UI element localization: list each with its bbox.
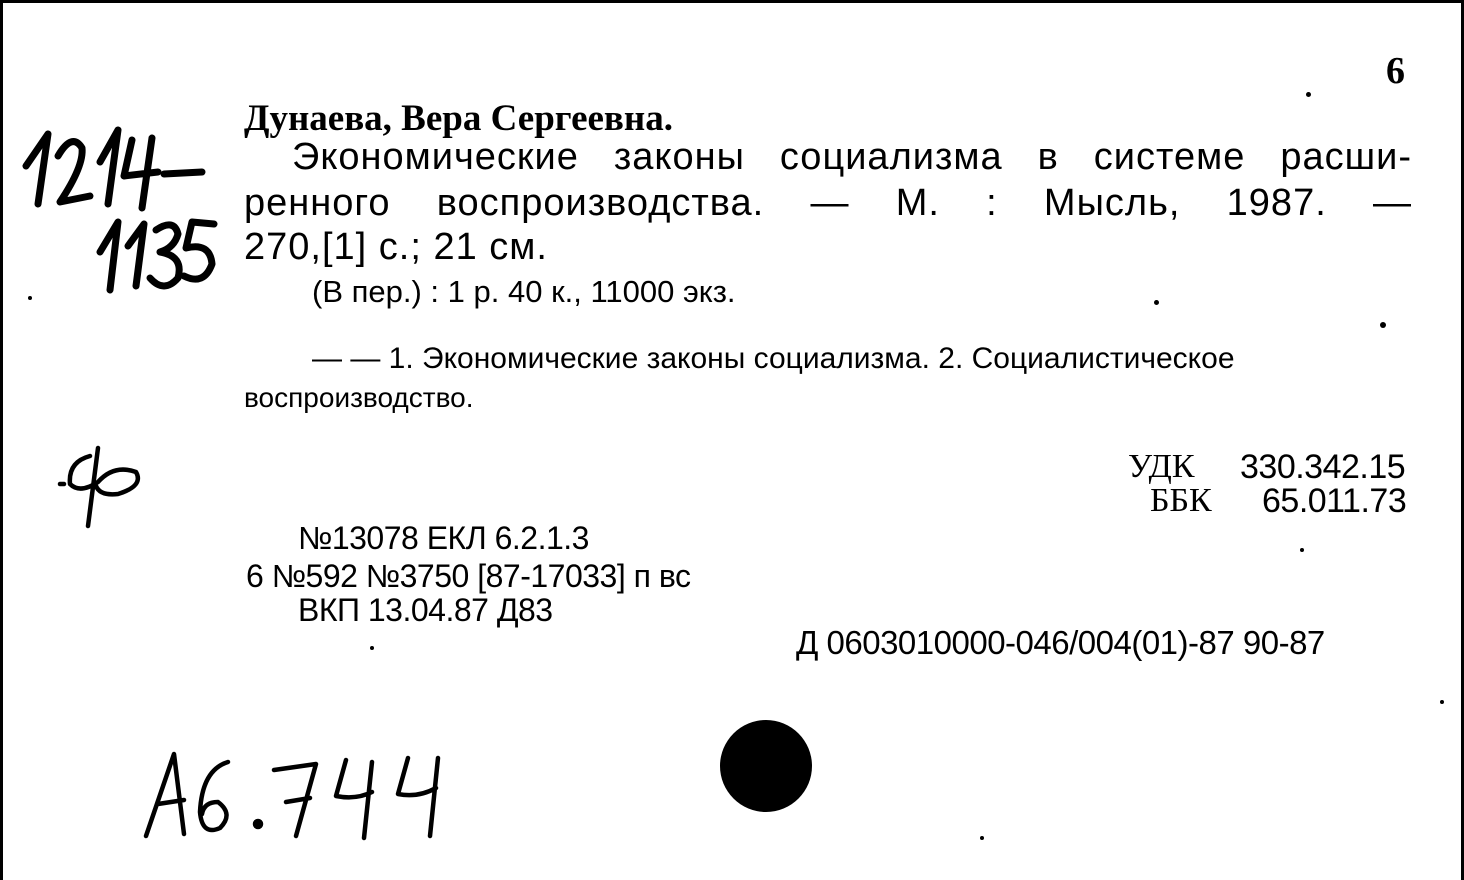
bbk-label: ББК xyxy=(1150,482,1212,519)
speck xyxy=(28,296,32,300)
udk-label: УДК xyxy=(1128,448,1195,485)
subject-headings-line-1: — — 1. Экономические законы социализма. 2. Социалистическое xyxy=(312,342,1235,375)
udk-value: 330.342.15 xyxy=(1240,448,1406,486)
subject-headings-line-2: воспроизводство. xyxy=(244,382,474,413)
tech-line-1: №13078 ЕКЛ 6.2.1.3 xyxy=(298,520,589,556)
price-line: (В пер.) : 1 р. 40 к., 11000 экз. xyxy=(312,274,736,309)
title-line-3: 270,[1] с.; 21 см. xyxy=(244,226,548,268)
handwritten-mark xyxy=(54,440,154,530)
handwritten-shelf-mark xyxy=(14,126,234,296)
title-line-2: ренного воспроизводства. — М. : Мысль, 1987. — xyxy=(244,182,1412,224)
bbk-value: 65.011.73 xyxy=(1262,482,1407,520)
publisher-code: Д 0603010000-046/004(01)-87 90-87 xyxy=(796,624,1325,661)
tech-line-2: 6 №592 №3750 [87-17033] п вс xyxy=(246,558,691,594)
author-heading: Дунаева, Вера Сергеевна. xyxy=(244,98,673,139)
tech-line-3: ВКП 13.04.87 Д83 xyxy=(298,592,553,628)
card-number: 6 xyxy=(1386,50,1405,92)
card-border-left xyxy=(0,0,3,880)
speck xyxy=(1300,548,1304,552)
speck xyxy=(1380,322,1386,328)
card-border-top xyxy=(0,0,1464,3)
title-line-1: Экономические законы социализма в системе расши- xyxy=(292,136,1412,178)
speck xyxy=(1306,92,1311,97)
speck xyxy=(980,836,984,840)
punch-hole xyxy=(720,720,812,812)
speck xyxy=(1154,300,1159,305)
speck xyxy=(370,646,374,650)
speck xyxy=(1440,700,1444,704)
handwritten-inventory-number xyxy=(140,740,480,850)
